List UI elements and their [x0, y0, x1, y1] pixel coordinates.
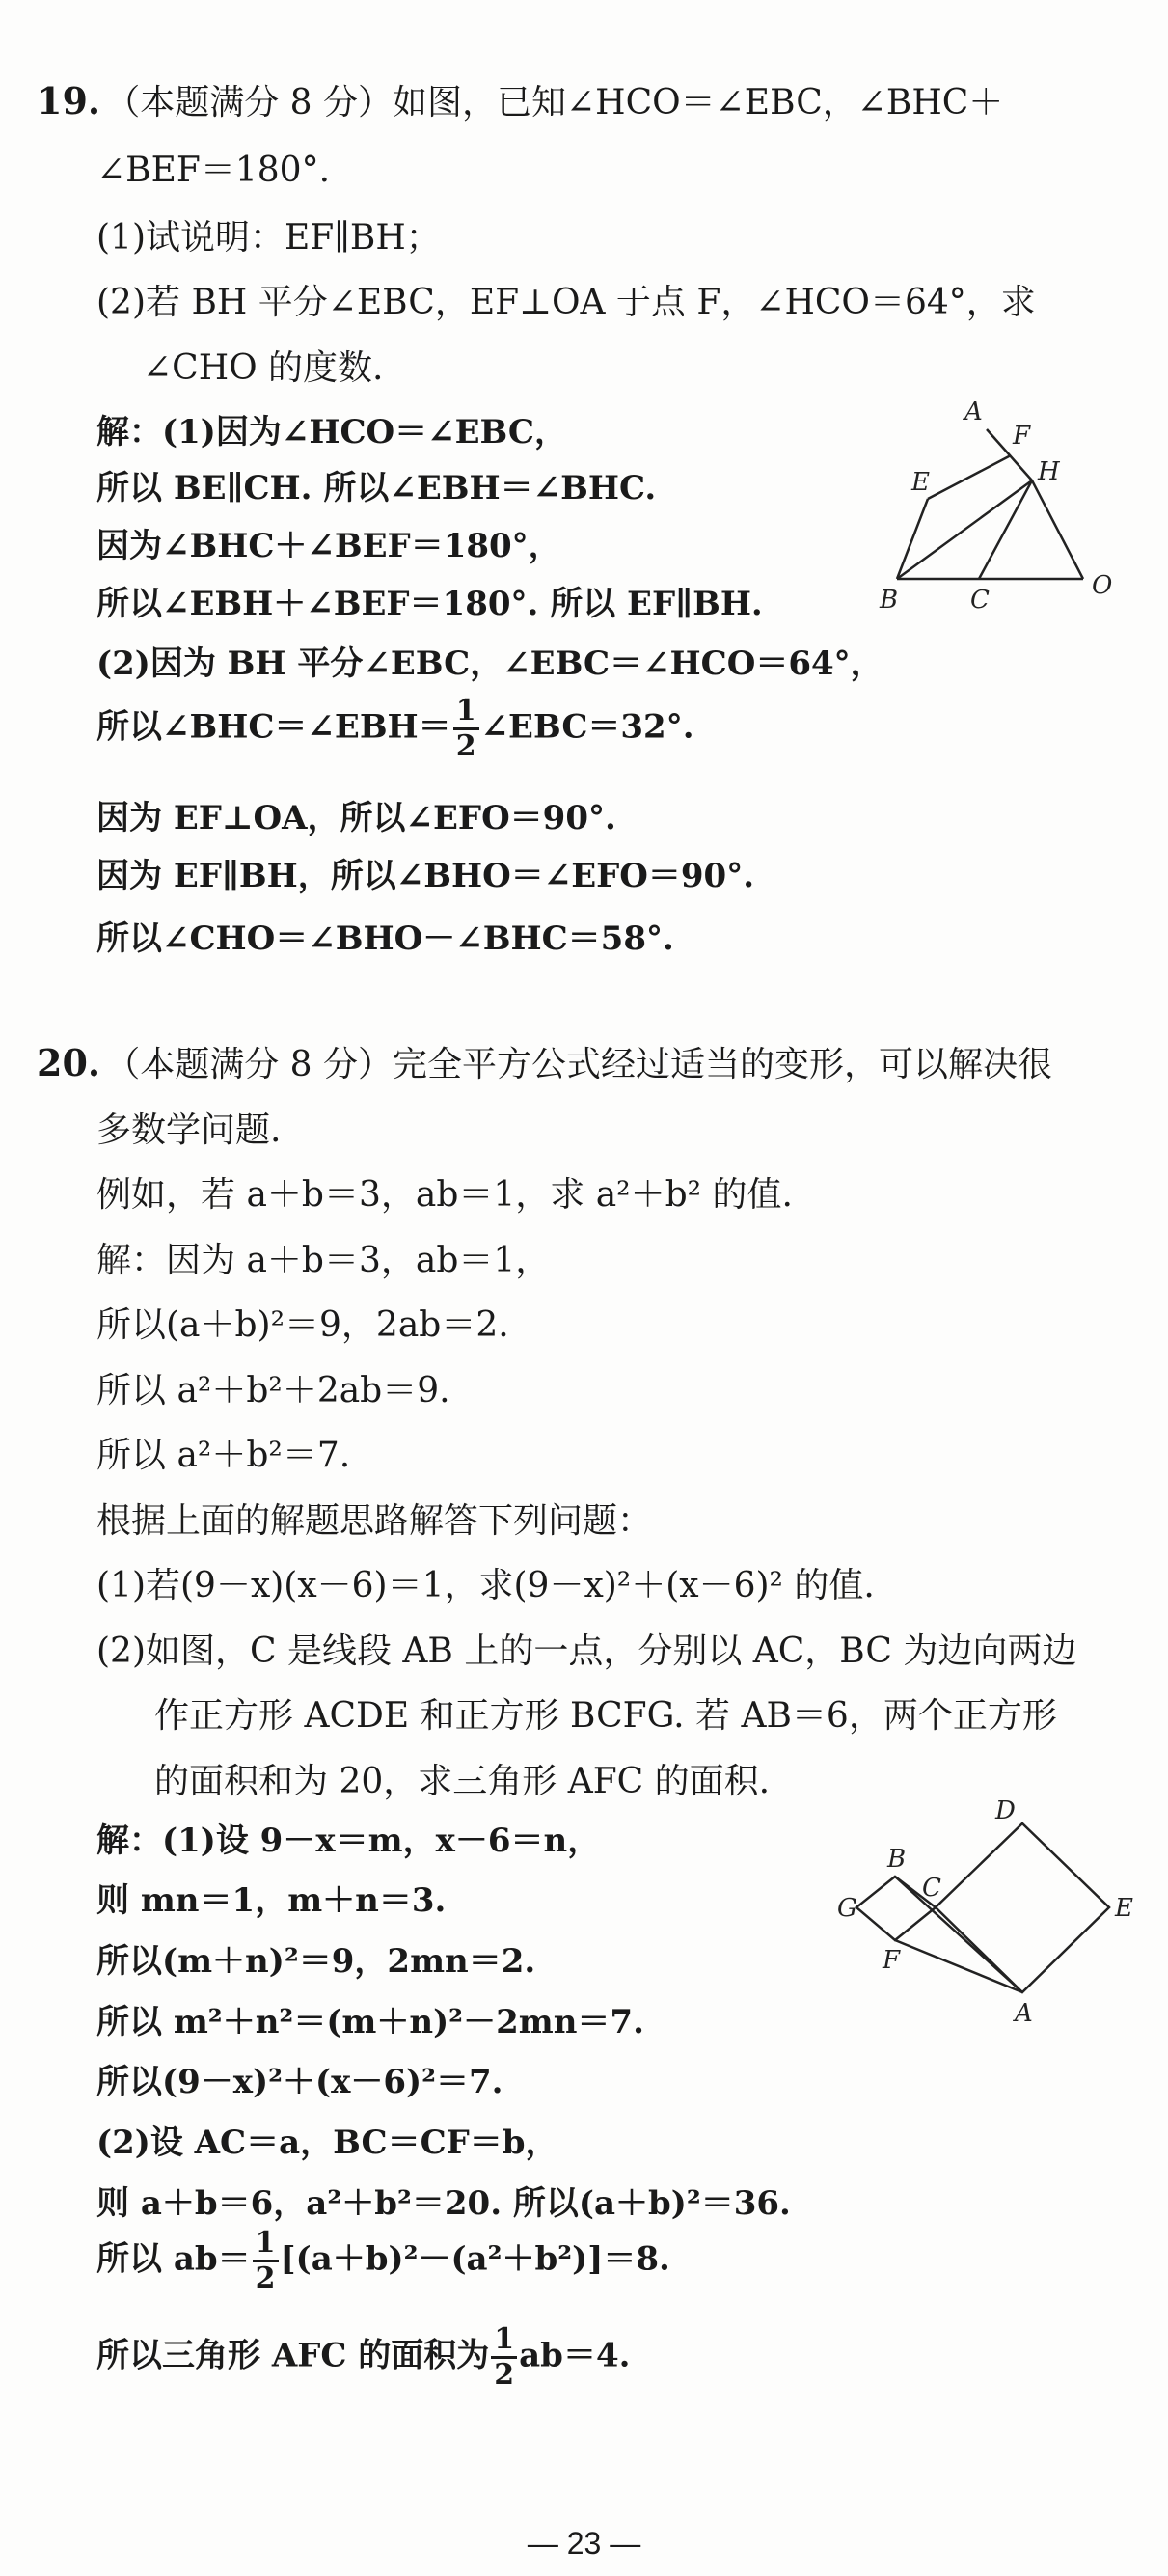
q20-frac1-numerator: 1 — [253, 2229, 279, 2262]
q19-frac-suffix: ∠EBC＝32°. — [480, 707, 694, 747]
q20-example-line2: 解：因为 a＋b＝3，ab＝1， — [96, 1241, 551, 1280]
q20-solution-fraction-line1 — [96, 2226, 670, 2295]
q20-number: 20. — [37, 1041, 101, 1084]
q19-part1: (1)试说明：EF∥BH； — [96, 218, 441, 258]
q20-part2-line2: 作正方形 ACDE 和正方形 BCFG. 若 AB＝6，两个正方形 — [154, 1696, 1057, 1736]
q20-example-line5: 所以 a²＋b²＝7. — [96, 1436, 351, 1475]
q20-label-G: G — [837, 1894, 857, 1923]
q19-label-E: E — [911, 468, 930, 497]
q20-frac2-prefix: 所以三角形 AFC 的面积为 — [96, 2336, 490, 2375]
q20-frac2-denominator: 2 — [494, 2358, 515, 2392]
q19-solution-line1: 解：(1)因为∠HCO＝∠EBC， — [96, 413, 567, 452]
q20-geometry-figure — [829, 1799, 1138, 2036]
q19-label-O: O — [1092, 571, 1113, 600]
q20-label-A: A — [1015, 1999, 1033, 2028]
q20-solution-line4: 所以 m²＋n²＝(m＋n)²－2mn＝7. — [96, 2003, 644, 2042]
q19-label-H: H — [1038, 457, 1060, 486]
q20-part1: (1)若(9－x)(x－6)＝1，求(9－x)²＋(x－6)² 的值. — [96, 1566, 875, 1605]
q19-half-fraction — [453, 694, 479, 763]
q19-part2-line1: (2)若 BH 平分∠EBC，EF⊥OA 于点 F，∠HCO＝64°，求 — [96, 283, 1036, 322]
q19-stem-1: （本题满分 8 分）如图，已知∠HCO＝∠EBC，∠BHC＋ — [105, 83, 1004, 123]
q20-solution-line7: 则 a＋b＝6，a²＋b²＝20. 所以(a＋b)²＝36. — [96, 2184, 791, 2223]
q19-frac-prefix: 所以∠BHC＝∠EBH＝ — [96, 707, 451, 747]
q20-solution-line6: (2)设 AC＝a，BC＝CF＝b， — [96, 2124, 558, 2162]
q19-solution-line3: 因为∠BHC＋∠BEF＝180°， — [96, 527, 561, 565]
q20-solution-line5: 所以(9－x)²＋(x－6)²＝7. — [96, 2063, 503, 2101]
q19-label-C: C — [970, 586, 990, 615]
q20-instruction: 根据上面的解题思路解答下列问题： — [96, 1501, 653, 1541]
q20-half-fraction-1 — [253, 2226, 279, 2295]
q20-label-F: F — [883, 1946, 901, 1975]
q20-solution-line2: 则 mn＝1，m＋n＝3. — [96, 1881, 447, 1920]
q20-frac2-suffix: ab＝4. — [519, 2336, 631, 2375]
q20-frac1-prefix: 所以 ab＝ — [96, 2239, 251, 2279]
q19-solution-line5: (2)因为 BH 平分∠EBC，∠EBC＝∠HCO＝64°， — [96, 644, 883, 683]
q19-label-F: F — [1013, 422, 1031, 451]
q20-part2-line3: 的面积和为 20，求三角形 AFC 的面积. — [154, 1762, 771, 1801]
q20-part2-line1: (2)如图，C 是线段 AB 上的一点，分别以 AC，BC 为边向两边 — [96, 1631, 1077, 1671]
q19-stem-2: ∠BEF＝180°. — [96, 151, 331, 190]
q19-solution-line8: 因为 EF∥BH，所以∠BHO＝∠EFO＝90°. — [96, 857, 755, 895]
q19-geometry-figure — [868, 391, 1138, 622]
q19-frac-denominator: 2 — [455, 729, 476, 763]
q20-solution-fraction-line2 — [96, 2322, 631, 2392]
q19-frac-numerator: 1 — [453, 697, 479, 730]
q19-solution-line4: 所以∠EBH＋∠BEF＝180°. 所以 EF∥BH. — [96, 585, 763, 623]
q20-label-D: D — [995, 1799, 1016, 1825]
q20-frac1-denominator: 2 — [255, 2261, 276, 2295]
q19-label-B: B — [880, 586, 899, 615]
q20-half-fraction-2 — [491, 2322, 517, 2392]
q20-label-E: E — [1115, 1894, 1133, 1923]
q20-frac2-numerator: 1 — [491, 2325, 517, 2359]
q20-example-line1: 例如，若 a＋b＝3，ab＝1，求 a²＋b² 的值. — [96, 1175, 793, 1215]
q20-stem-2: 多数学问题. — [96, 1110, 282, 1150]
q19-part2-line2: ∠CHO 的度数. — [143, 348, 384, 388]
page-number: — 23 — — [527, 2526, 641, 2561]
q19-number: 19. — [37, 79, 101, 123]
q20-label-C: C — [922, 1874, 941, 1903]
q20-example-line3: 所以(a＋b)²＝9，2ab＝2. — [96, 1305, 509, 1345]
q20-stem-1: （本题满分 8 分）完全平方公式经过适当的变形，可以解决很 — [105, 1045, 1053, 1084]
q19-label-A: A — [964, 397, 983, 426]
q19-solution-line9: 所以∠CHO＝∠BHO－∠BHC＝58°. — [96, 919, 674, 958]
q20-solution-line1: 解：(1)设 9－x＝m，x－6＝n， — [96, 1822, 601, 1860]
q20-example-line4: 所以 a²＋b²＋2ab＝9. — [96, 1371, 450, 1411]
q19-solution-fraction-line — [96, 694, 694, 763]
q19-solution-line2: 所以 BE∥CH. 所以∠EBH＝∠BHC. — [96, 469, 657, 507]
q20-solution-line3: 所以(m＋n)²＝9，2mn＝2. — [96, 1942, 536, 1981]
q20-frac1-suffix: [(a＋b)²－(a²＋b²)]＝8. — [280, 2239, 670, 2279]
q20-label-B: B — [887, 1845, 907, 1874]
q19-solution-line7: 因为 EF⊥OA，所以∠EFO＝90°. — [96, 799, 616, 837]
